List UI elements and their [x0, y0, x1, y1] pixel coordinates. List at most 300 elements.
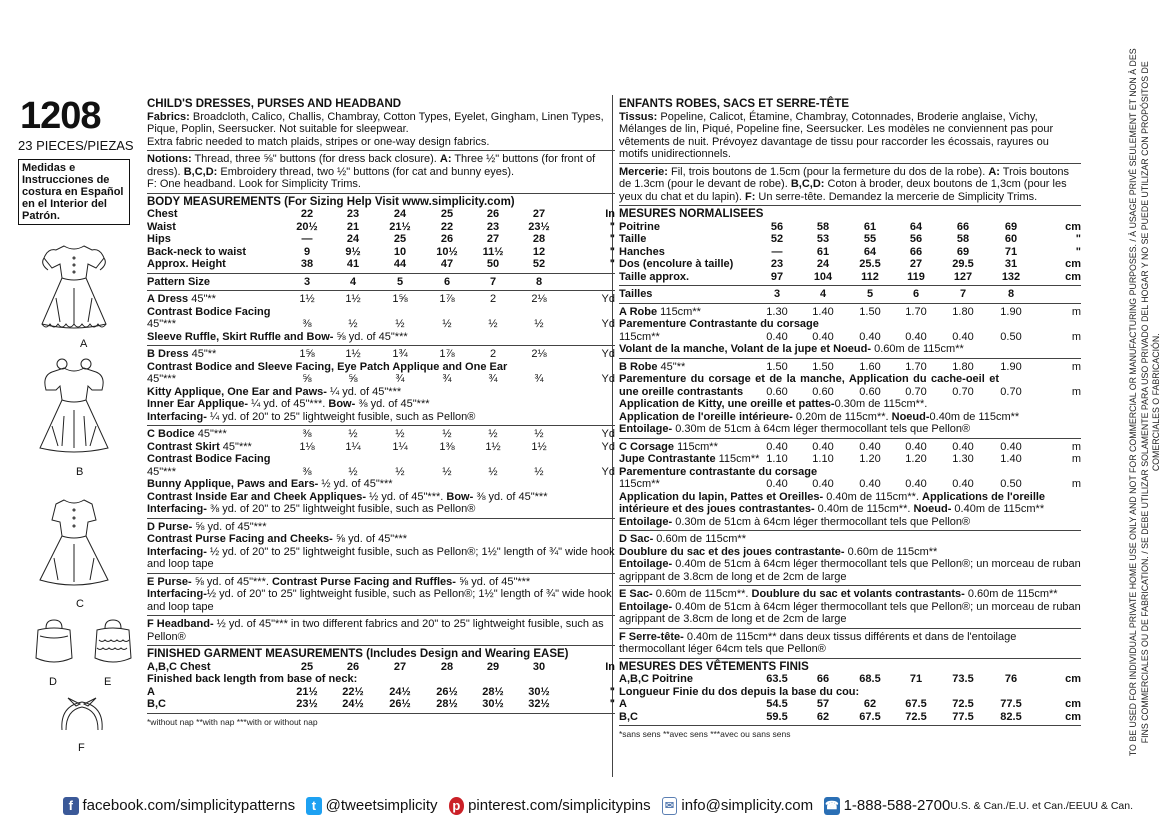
finished-length-label: Finished back length from base of neck:	[147, 673, 358, 685]
view-b-inner: Inner Ear Applique- ¼ yd. of 45"***. Bow- ⅜ yd. of 45"***	[147, 398, 430, 410]
row-value: ⅜	[302, 428, 312, 440]
row-unit: "	[609, 233, 615, 245]
row-value: 21½	[389, 220, 411, 233]
row-value: 54.5	[766, 698, 788, 710]
row-value: 119	[907, 270, 925, 283]
table-row	[147, 373, 615, 386]
row-unit: "	[609, 685, 615, 698]
row-unit: m	[1071, 478, 1081, 490]
row-value: 1.30	[766, 305, 788, 318]
row-value: 8	[535, 275, 543, 288]
row-value: 1.10	[812, 453, 834, 465]
row-unit: m	[1071, 330, 1081, 343]
notions-text: Notions: Thread, three ⅝" buttons (for dress back closure). A: Three ½" buttons (for front of dress). B,C,D: Embroidery thread, two ½" buttons (for cat and bunny eyes).	[147, 153, 596, 178]
row-value: 67.5	[859, 710, 881, 723]
row-value: ½	[348, 318, 358, 330]
pattern-number: 1208	[20, 95, 101, 137]
row-value: 27	[393, 660, 407, 673]
row-value: 25	[393, 233, 407, 245]
row-value: 1¼	[345, 440, 361, 453]
row-value: ¾	[442, 373, 452, 385]
row-value: ½	[395, 428, 405, 440]
table-row	[619, 306, 1081, 319]
row-label: Parementure contrastante du corsage	[619, 465, 818, 478]
row-value: 127	[953, 270, 973, 283]
row-unit: m	[1071, 305, 1081, 318]
notions-f: F: One headband. Look for Simplicity Trims.	[147, 178, 361, 190]
row-value: 61	[816, 245, 830, 258]
row-value: 9½	[345, 245, 361, 258]
english-column	[147, 96, 615, 730]
row-label: C Bodice	[147, 428, 195, 440]
row-value: 26½	[389, 698, 411, 710]
row-value: 1¾	[392, 348, 408, 360]
table-row	[147, 208, 615, 221]
row-value: 2	[489, 293, 497, 305]
row-value: 26	[486, 208, 500, 220]
row-value: 55	[863, 233, 877, 245]
view-d-purse-sketch	[34, 618, 74, 666]
row-value: 0.40	[905, 330, 927, 343]
row-value: 27	[532, 208, 546, 220]
social-footer	[63, 795, 1133, 817]
row-value: 1.10	[766, 453, 788, 465]
row-value: 0.40	[952, 478, 974, 490]
french-column	[619, 96, 1081, 743]
row-fabric-width: 45"***	[147, 373, 176, 385]
fr-footnote: *sans sens **avec sens ***avec ou sans sens	[619, 725, 1081, 743]
row-value: 112	[861, 270, 879, 283]
row-value: 24½	[389, 685, 411, 698]
row-unit: m	[1071, 453, 1081, 465]
row-value: ¾	[488, 373, 498, 385]
row-value: 11½	[482, 245, 504, 258]
row-value: 68.5	[859, 673, 881, 685]
row-value: ½	[348, 428, 358, 440]
fr-view-c-table	[619, 441, 1081, 491]
row-fabric-width: 45"***	[147, 465, 176, 478]
fr-view-e	[619, 585, 1081, 628]
row-value: 2⅛	[531, 293, 547, 305]
row-label: C Corsage	[619, 440, 675, 453]
row-value: 0.40	[766, 330, 788, 343]
table-row	[619, 258, 1081, 271]
pattern-size-row	[147, 276, 615, 289]
row-label: Contrast Skirt	[147, 440, 220, 453]
row-label: B Robe	[619, 360, 658, 373]
row-value: 61	[863, 220, 877, 233]
row-label: A Dress	[147, 293, 189, 305]
row-value: 12	[532, 245, 546, 258]
row-value: ½	[488, 465, 498, 478]
row-value: 72.5	[952, 698, 974, 710]
table-row	[619, 711, 1081, 724]
row-value: 1⅝	[392, 293, 408, 305]
row-value: 26	[346, 660, 360, 673]
row-value: 41	[346, 258, 360, 270]
row-value: 24	[816, 258, 830, 270]
row-value: 27	[909, 258, 923, 270]
row-value: 8	[1007, 288, 1015, 300]
row-value: 24	[393, 208, 407, 220]
row-value: 1.20	[905, 453, 927, 465]
legal-side-text	[1103, 45, 1161, 765]
row-value: 1.20	[859, 453, 881, 465]
view-f-label: F	[78, 742, 85, 754]
view-a-ruffle: Sleeve Ruffle, Skirt Ruffle and Bow- ⅝ yd. of 45"***	[147, 330, 408, 343]
table-row	[619, 331, 1081, 344]
view-b-yardage	[147, 345, 615, 425]
fr-view-a	[619, 303, 1081, 358]
row-value: 1.60	[859, 360, 881, 373]
body-measurements-block	[147, 193, 615, 273]
row-value: ⅝	[348, 373, 358, 385]
view-f-yardage	[147, 615, 615, 645]
view-c-table	[147, 428, 615, 478]
view-d-interfacing: Interfacing- ½ yd. of 20" to 25" lightweight fusible, such as Pellon®; 1½" length of ¾" wide hook and loop tape	[147, 545, 615, 570]
row-unit: "	[609, 258, 615, 270]
row-value: 3	[773, 288, 781, 300]
row-value: 1.40	[1000, 453, 1022, 465]
view-e-purse: E Purse- ⅝ yd. of 45"***. Contrast Purse Facing and Ruffles- ⅝ yd. of 45"***	[147, 575, 531, 588]
phone-icon[interactable]: ☎	[824, 797, 840, 815]
view-e-yardage	[147, 573, 615, 616]
row-value: 0.40	[812, 330, 834, 343]
table-row	[619, 318, 1081, 331]
title-block	[147, 96, 615, 150]
row-fabric-width: 45"**	[188, 293, 216, 305]
row-value: 25.5	[859, 258, 881, 270]
spanish-instructions-box: Medidas e Instrucciones de costura en Español en el Interior del Patrón.	[18, 159, 130, 225]
row-label: B Dress	[147, 348, 189, 360]
row-value: 1.50	[859, 305, 881, 318]
fr-finished-length-label: Longueur Finie du dos depuis la base du cou:	[619, 685, 860, 698]
phone-note: U.S. & Can./E.U. et Can./EEUU & Can.	[950, 799, 1133, 812]
view-b-table	[147, 348, 615, 386]
footnote: *without nap **with nap ***with or without nap	[147, 713, 615, 731]
table-row	[619, 221, 1081, 234]
table-row	[147, 453, 615, 466]
table-row	[147, 698, 615, 711]
row-value: 0.40	[952, 330, 974, 343]
twitter-icon[interactable]: t	[306, 797, 322, 815]
row-label: Tailles	[619, 288, 653, 300]
row-value: 1¼	[392, 440, 408, 453]
table-row	[619, 233, 1081, 246]
table-row	[619, 478, 1081, 491]
row-value: 97	[770, 270, 784, 283]
table-row	[147, 428, 615, 441]
table-row	[619, 288, 1081, 301]
row-value: 26	[440, 233, 454, 245]
row-value: ½	[488, 318, 498, 330]
row-value: 28	[440, 660, 454, 673]
row-value: 25	[300, 660, 314, 673]
row-fabric-width: 45"**	[657, 360, 686, 373]
row-value: 1.70	[905, 305, 927, 318]
row-value: 0.40	[812, 440, 834, 453]
row-value: 76	[1004, 673, 1018, 685]
row-value: 0.40	[812, 478, 834, 490]
fr-view-b	[619, 358, 1081, 438]
row-value: ½	[488, 428, 498, 440]
row-value: 0.40	[905, 440, 927, 453]
row-fabric-width: 45"***	[194, 428, 227, 440]
row-value: 52	[532, 258, 546, 270]
row-value: 1.30	[952, 453, 974, 465]
row-value: 64	[909, 220, 923, 233]
row-label: Dos (encolure à taille)	[619, 258, 734, 270]
facebook-icon[interactable]: f	[63, 797, 79, 815]
row-value: 28½	[436, 698, 458, 710]
row-value: 10	[393, 245, 407, 258]
fr-view-d-contrast: Doublure du sac et des joues contrastante- 0.60m de 115cm**	[619, 545, 938, 558]
pinterest-link[interactable]: pinterest.com/simplicitypins	[468, 796, 651, 814]
table-row	[147, 276, 615, 289]
phone-number[interactable]: 1-888-588-2700	[843, 796, 951, 814]
row-value: 25	[440, 208, 454, 220]
row-unit: "	[1075, 233, 1081, 245]
row-value: 58	[956, 233, 970, 245]
table-row	[147, 686, 615, 699]
row-value: 5	[396, 275, 404, 288]
row-value: 0.70	[1000, 385, 1022, 398]
row-unit: Yd	[601, 293, 615, 305]
row-value: 1.80	[952, 305, 974, 318]
row-label: A,B,C Poitrine	[619, 673, 693, 685]
view-a-yardage	[147, 290, 615, 345]
row-value: 0.70	[905, 385, 927, 398]
pattern-size-block	[147, 273, 615, 291]
row-value: 1½	[345, 293, 361, 305]
row-value: 57	[816, 698, 830, 710]
row-value: 1½	[299, 293, 315, 305]
pinterest-icon[interactable]: p	[449, 797, 465, 815]
view-b-label: B	[76, 466, 84, 478]
row-value: 63.5	[766, 673, 788, 685]
row-unit: cm	[1065, 710, 1081, 723]
left-column	[18, 96, 136, 225]
row-value: 2	[489, 348, 497, 360]
row-value: 64	[863, 245, 877, 258]
row-unit: Yd	[601, 348, 615, 360]
fr-view-d-sac: D Sac- 0.60m de 115cm**	[619, 533, 746, 545]
fr-view-c	[619, 438, 1081, 531]
row-value: 29.5	[952, 258, 974, 270]
fr-size-row	[619, 288, 1081, 301]
row-value: 22½	[342, 685, 364, 698]
row-label: A	[619, 698, 627, 710]
row-value: 1⅞	[439, 348, 455, 360]
table-row	[147, 306, 615, 319]
row-unit: "	[609, 245, 615, 258]
row-value: 1.90	[1000, 305, 1022, 318]
row-value: 1⅜	[439, 440, 455, 453]
row-value: 23	[346, 208, 360, 220]
table-row	[147, 233, 615, 246]
row-value: 3	[303, 275, 311, 288]
row-value: 60	[1004, 233, 1018, 245]
view-d-yardage	[147, 518, 615, 573]
table-row	[147, 348, 615, 361]
row-value: 1.50	[766, 360, 788, 373]
fabrics-text: Fabrics: Broadcloth, Calico, Challis, Chambray, Cotton Types, Eyelet, Gingham, Linen Types, Pique, Poplin, Seersucker. Not suitable for sleepwear.	[147, 110, 604, 135]
row-value: 38	[300, 258, 314, 270]
row-value: 26½	[436, 685, 458, 698]
row-value: 0.40	[766, 478, 788, 490]
notions-block	[147, 150, 615, 193]
section-title: CHILD'S DRESSES, PURSES AND HEADBAND	[147, 98, 402, 110]
row-value: —	[301, 233, 313, 245]
row-value: 32½	[528, 698, 550, 710]
table-row	[147, 318, 615, 331]
row-value: 0.60	[766, 385, 788, 398]
row-value: 69	[956, 245, 970, 258]
row-value: 0.50	[1000, 330, 1022, 343]
row-value: 24	[346, 233, 360, 245]
fr-view-f-serre-tete: F Serre-tête- 0.40m de 115cm** dans deux tissus différents et dans de l'entoilage thermocollant léger 64cm tels que Pellon®	[619, 630, 1017, 655]
row-unit: m	[1071, 360, 1081, 373]
fr-tissus-text: Tissus: Popeline, Calicot, Étamine, Chambray, Cotonnades, Broderie anglaise, Vichy, Mélanges de lin, Piqué, Popeline fine, Seersucker. Les modèles ne conviennent pas pour vêtements de nuit. Prévoyez davantage de tissu pour raccorder les écossais, rayures ou motifs unidirectionnels.	[619, 110, 1054, 160]
table-row	[619, 453, 1081, 466]
row-value: 0.50	[1000, 478, 1022, 490]
row-value: 52	[770, 233, 784, 245]
row-value: 1⅝	[299, 348, 315, 360]
pieces-count: 23 PIECES/PIEZAS	[18, 138, 134, 153]
view-d-contrast: Contrast Purse Facing and Cheeks- ⅝ yd. of 45"***	[147, 533, 408, 545]
table-row	[619, 386, 1081, 399]
row-unit: Yd	[601, 465, 615, 478]
row-label: Back-neck to waist	[147, 245, 247, 258]
row-value: 0.40	[1000, 440, 1022, 453]
row-value: 6	[912, 288, 920, 300]
fr-view-b-kitty: Application de Kitty, une oreille et pattes-0.30m de 115cm**.	[619, 398, 928, 410]
row-fabric-width: 115cm**	[674, 440, 718, 453]
fr-view-f	[619, 628, 1081, 658]
row-value: ¾	[534, 373, 544, 385]
row-value: 0.60	[812, 385, 834, 398]
row-fabric-width: 115cm**	[619, 330, 660, 343]
row-fabric-width: 115cm**	[619, 478, 660, 490]
row-unit: Yd	[601, 318, 615, 330]
row-value: 82.5	[1000, 710, 1022, 723]
finished-length-table	[147, 686, 615, 711]
row-fabric-width: 45"***	[219, 440, 252, 453]
row-label: Taille approx.	[619, 270, 690, 283]
row-value: 22	[440, 220, 454, 233]
view-e-interfacing: Interfacing-½ yd. of 20" to 25" lightweight fusible, such as Pellon®; 1½" length of ¾" wide hook and loop tape	[147, 588, 612, 613]
row-value: —	[771, 245, 783, 258]
row-value: 59.5	[766, 710, 788, 723]
view-d-purse: D Purse- ⅝ yd. of 45"***	[147, 520, 267, 533]
row-value: 5	[866, 288, 874, 300]
table-row	[147, 293, 615, 306]
table-row	[619, 361, 1081, 374]
view-f-headband: F Headband- ½ yd. of 45"*** in two different fabrics and 20" to 25" lightweight fusible, such as Pellon®	[147, 618, 604, 643]
row-value: ½	[442, 318, 452, 330]
view-d-label: D	[49, 676, 57, 688]
row-unit: "	[609, 220, 615, 233]
email-icon[interactable]: ✉	[662, 797, 678, 815]
row-value: 132	[1001, 270, 1021, 283]
row-value: 56	[770, 220, 784, 233]
view-e-label: E	[104, 676, 112, 688]
row-value: ⅝	[302, 373, 312, 385]
row-value: 0.40	[859, 478, 881, 490]
finished-measurements-block	[147, 645, 615, 713]
row-value: 1.50	[812, 360, 834, 373]
row-value: ⅜	[302, 318, 312, 330]
row-value: 0.40	[859, 440, 881, 453]
row-fabric-width: 45"**	[188, 348, 217, 360]
row-value: 1.70	[905, 360, 927, 373]
view-f-headband-sketch	[54, 696, 110, 736]
row-label: B,C	[147, 698, 166, 710]
row-value: 47	[440, 258, 454, 270]
row-value: 0.70	[952, 385, 974, 398]
row-label: Taille	[619, 233, 647, 245]
twitter-link[interactable]: @tweetsimplicity	[325, 796, 438, 814]
row-value: ⅜	[302, 465, 312, 478]
row-value: 2⅛	[531, 348, 547, 360]
row-label: B,C	[619, 710, 638, 723]
fr-view-b-par-row	[619, 386, 1081, 399]
table-row	[147, 246, 615, 259]
row-fabric-width: 115cm**	[657, 305, 701, 318]
row-value: ¾	[395, 373, 405, 385]
row-value: 0.40	[766, 440, 788, 453]
row-unit: Yd	[601, 440, 615, 453]
row-value: 0.40	[952, 440, 974, 453]
row-label: Poitrine	[619, 220, 660, 233]
email-link[interactable]: info@simplicity.com	[681, 796, 814, 814]
fr-view-c-int: Entoilage- 0.30m de 51cm à 64cm léger thermocollant tels que Pellon®	[619, 515, 971, 528]
table-row	[147, 661, 615, 674]
row-value: 20½	[296, 220, 318, 233]
row-fabric-width: 115cm**	[715, 453, 760, 465]
view-c-yardage	[147, 425, 615, 518]
row-value: 50	[486, 258, 500, 270]
facebook-link[interactable]: facebook.com/simplicitypatterns	[82, 796, 296, 814]
fr-view-b-par: Parementure du corsage et de la manche, Application du cache-oeil et une oreille contrastants	[619, 373, 999, 398]
row-value: 31	[1004, 258, 1018, 270]
fr-view-b-inner: Application de l'oreille intérieure- 0.20m de 115cm**. Noeud-0.40m de 115cm**	[619, 410, 1020, 423]
row-label: A,B,C Chest	[147, 660, 211, 673]
row-value: 7	[489, 275, 497, 288]
row-unit: cm	[1065, 698, 1081, 710]
row-label: Jupe Contrastante	[619, 453, 716, 465]
row-value: 24½	[342, 698, 364, 710]
row-value: 67.5	[905, 698, 927, 710]
row-value: 104	[813, 270, 833, 283]
view-a-label: A	[80, 338, 88, 350]
row-value: 23½	[296, 698, 318, 710]
fr-size-block	[619, 285, 1081, 303]
finished-title: FINISHED GARMENT MEASUREMENTS (Includes Design and Wearing EASE)	[147, 648, 569, 660]
row-value: 69	[1004, 220, 1018, 233]
fr-view-b-int: Entoilage- 0.30m de 51cm à 64cm léger thermocollant tels que Pellon®	[619, 423, 971, 435]
view-c-interfacing: Interfacing- ⅜ yd. of 20" to 25" lightweight fusible, such as Pellon®	[147, 503, 476, 515]
row-value: 77.5	[952, 710, 974, 723]
row-value: 66	[909, 245, 923, 258]
row-label: Waist	[147, 220, 176, 233]
row-unit: m	[1071, 385, 1081, 398]
row-value: ½	[534, 318, 544, 330]
row-value: 4	[819, 288, 827, 300]
finished-chest-row	[147, 661, 615, 674]
row-unit: "	[1075, 245, 1081, 258]
row-unit: Yd	[601, 373, 615, 385]
